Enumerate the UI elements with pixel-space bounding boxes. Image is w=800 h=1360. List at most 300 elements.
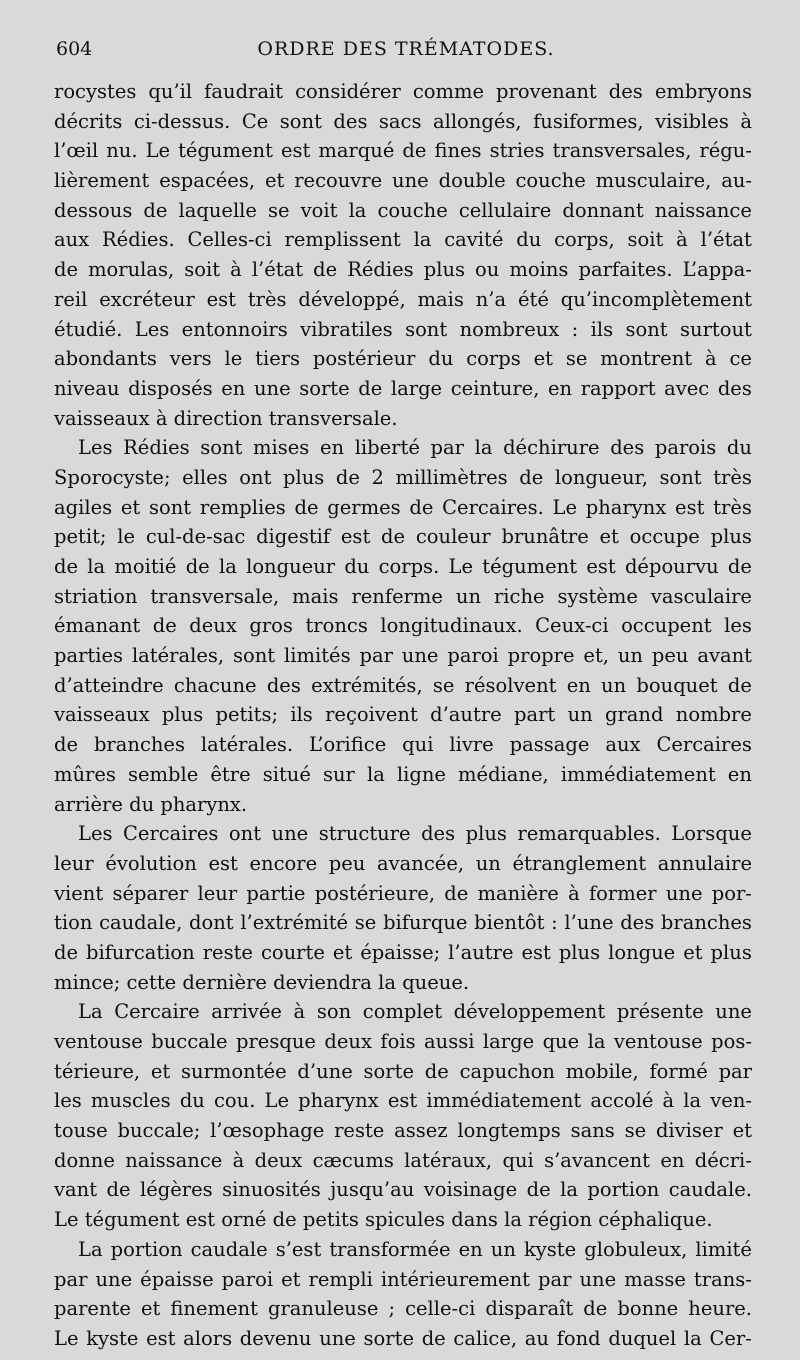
word: masse (624, 1267, 686, 1291)
word: sacs (378, 109, 422, 133)
word: la (474, 436, 493, 460)
word: la (560, 1178, 578, 1202)
text-line (54, 1027, 752, 1057)
word: tion (54, 911, 93, 935)
word: globuleux, (584, 1237, 688, 1261)
word: leur (54, 851, 94, 875)
word: par (54, 1267, 88, 1291)
word: laquelle (178, 198, 257, 222)
word: Cercaires (122, 822, 219, 846)
word: en (727, 762, 752, 786)
text-line (54, 374, 752, 404)
word: tiers (255, 347, 301, 371)
word: transversale, (150, 584, 280, 608)
word: : (551, 911, 558, 935)
word: Cercaire (114, 1000, 200, 1024)
word: situé (262, 762, 311, 786)
word: parfaites. (578, 258, 673, 282)
running-head (56, 38, 756, 68)
word: être (210, 762, 251, 786)
word: petits; (215, 703, 279, 727)
word: striation (54, 584, 138, 608)
word: Le (264, 1089, 290, 1113)
word: recouvre (294, 169, 383, 193)
word: à (293, 1000, 306, 1024)
word: qui (402, 733, 434, 757)
word: des (608, 80, 643, 103)
word: celle-ci (405, 1297, 476, 1321)
word: presque (235, 1030, 316, 1053)
word: la (87, 555, 106, 578)
word: en (548, 376, 573, 400)
word: morulas, (88, 258, 175, 282)
word: partie (246, 881, 306, 905)
running-title: ORDRE DES TRÉMATODES. (257, 38, 555, 60)
word: paroi (447, 644, 499, 668)
word: très (713, 465, 752, 489)
text-line (54, 1265, 752, 1295)
word: se (624, 1119, 647, 1143)
word: moins (509, 258, 569, 282)
text-line (54, 196, 752, 226)
word: sont (232, 644, 276, 668)
word: de (313, 258, 338, 282)
word: mais (417, 287, 464, 311)
word: extrémités, (311, 673, 423, 697)
word: et (599, 525, 619, 549)
word: ce (729, 347, 752, 371)
text-line (54, 760, 752, 790)
word: à (740, 109, 752, 133)
word: Les (78, 436, 113, 460)
word: des (610, 436, 645, 460)
text-line (54, 552, 752, 582)
word: un (475, 851, 501, 875)
word: fines (434, 139, 482, 163)
word: deux (254, 1148, 303, 1172)
word: intérieurement (380, 1267, 530, 1291)
word: remarquables. (517, 822, 661, 846)
word: par (538, 1267, 572, 1291)
text-line (54, 1057, 752, 1087)
word: longtemps (457, 1119, 561, 1143)
word: surmontée (181, 1059, 287, 1083)
word: soit (627, 228, 664, 252)
word: plus (282, 465, 325, 489)
word: assez (394, 1119, 448, 1143)
word: une (715, 1000, 752, 1024)
word: provenant (496, 80, 597, 103)
word: de (402, 139, 427, 163)
text-line (54, 166, 752, 196)
word: Le (448, 555, 473, 578)
word: est (146, 1326, 176, 1350)
word: est (675, 495, 705, 519)
word: nombre (675, 703, 752, 727)
word: les (54, 1089, 82, 1113)
word: à (232, 1148, 245, 1172)
word: reçoivent (325, 703, 418, 727)
word: cellulaire (458, 198, 552, 222)
word: de (727, 555, 752, 578)
word: la (587, 1030, 606, 1053)
text-line (54, 77, 752, 107)
word: très (247, 287, 287, 311)
word: aux (54, 228, 90, 252)
word: niveau (54, 376, 120, 400)
word: donne (54, 1148, 115, 1172)
word: la (218, 555, 237, 578)
word: plus (558, 940, 601, 964)
word: disposés (128, 376, 213, 400)
word: vasculaire (650, 584, 752, 608)
word: trans- (693, 1267, 752, 1291)
word: sont (405, 317, 448, 341)
word: sont (625, 317, 668, 341)
word: étudié. (54, 317, 123, 341)
word: por- (711, 881, 752, 905)
word: présente (616, 1000, 704, 1024)
word: du (428, 347, 454, 371)
word: paroi (221, 1267, 274, 1291)
word: un (490, 1237, 516, 1261)
word: qu’il (148, 80, 193, 103)
word: est (340, 525, 371, 549)
word: par (359, 644, 393, 668)
word: la (413, 228, 432, 252)
word: sur (322, 762, 355, 786)
word: L’appa- (682, 258, 752, 282)
word: Les (134, 317, 170, 341)
word: germes (327, 495, 401, 519)
word: régu- (699, 139, 752, 163)
word: une (401, 644, 439, 668)
word: ceinture, (450, 376, 540, 400)
word: mobile, (565, 1059, 639, 1083)
word: tégument (178, 139, 273, 163)
word: vibratiles (300, 317, 393, 341)
text-line (54, 582, 752, 612)
word: à (662, 1089, 675, 1113)
word: faudrait (204, 80, 284, 103)
word: se (268, 198, 290, 222)
word: de (335, 465, 360, 489)
word: par (718, 1059, 752, 1083)
word: ils (590, 317, 614, 341)
word: du (344, 555, 370, 578)
word: le (224, 347, 243, 371)
word: se (432, 673, 455, 697)
word: couche (377, 198, 448, 222)
word: surtout (680, 317, 752, 341)
word: peu (328, 851, 366, 875)
text-line (54, 136, 752, 166)
word: dépourvu (624, 555, 719, 578)
word: limités (284, 644, 351, 668)
word: vient (54, 881, 104, 905)
word: Sporocyste; (54, 465, 171, 489)
word: d’autre (430, 703, 502, 727)
word: Ce (241, 109, 269, 133)
word: part (514, 703, 556, 727)
word: son (316, 1000, 352, 1024)
word: passage (509, 733, 590, 757)
word: d’une (297, 1059, 353, 1083)
word: du (726, 436, 752, 460)
word: d’atteindre (54, 673, 164, 697)
word: excréteur (99, 287, 195, 311)
word: pharynx (298, 1089, 379, 1113)
word: est (586, 555, 616, 578)
word: semble (128, 762, 199, 786)
word: n’a (475, 287, 507, 311)
word: heure. (688, 1297, 752, 1321)
word: bouquet (636, 673, 718, 697)
word: s’est (275, 1237, 322, 1261)
word: et (332, 940, 353, 964)
word: sont (279, 109, 322, 133)
word: large (390, 376, 443, 400)
word: allongés, (432, 109, 522, 133)
word: limité (695, 1237, 752, 1261)
word: et (120, 495, 141, 519)
word: de (526, 1178, 551, 1202)
word: donnant (562, 198, 644, 222)
text-line (54, 1086, 752, 1116)
text-line (54, 819, 752, 849)
word: décri- (694, 1148, 752, 1172)
page-number: 604 (56, 38, 93, 60)
word: se (565, 347, 588, 371)
text-line: mince; cette dernière deviendra la queue. (54, 970, 470, 994)
word: Les (78, 822, 113, 846)
word: les (724, 614, 752, 638)
word: de (185, 555, 210, 578)
word: séparer (112, 881, 189, 905)
word: remplissent (284, 228, 401, 252)
word: l’état (251, 258, 304, 282)
word: s’avancent (544, 1148, 650, 1172)
word: capuchon (459, 1059, 555, 1083)
word: système (557, 584, 638, 608)
word: et, (583, 644, 609, 668)
word: un (567, 703, 593, 727)
word: pos- (711, 1030, 752, 1053)
word: grand (605, 703, 664, 727)
text-line (54, 879, 752, 909)
word: de (381, 525, 406, 549)
text-line (54, 1175, 752, 1205)
word: que (542, 1030, 580, 1053)
word: voit (300, 198, 338, 222)
word: légères (139, 1178, 213, 1202)
word: sorte (299, 376, 350, 400)
word: peu (651, 644, 689, 668)
word: une (665, 881, 703, 905)
word: plus (161, 703, 204, 727)
word: rempli (308, 1267, 373, 1291)
word: cou. (213, 1089, 256, 1113)
word: naissance (654, 198, 752, 222)
word: rapport (580, 376, 656, 400)
word: marqué (318, 139, 395, 163)
text-line (54, 107, 752, 137)
word: duquel (608, 1326, 677, 1350)
word: double (438, 169, 506, 193)
text-line (54, 671, 752, 701)
text-line (54, 1294, 752, 1324)
word: manière (477, 881, 559, 905)
word: reil (54, 287, 88, 311)
word: de (424, 1059, 449, 1083)
word: ont (228, 822, 262, 846)
word: alors (183, 1326, 233, 1350)
word: immédiatement (426, 1089, 582, 1113)
word: de (54, 555, 79, 578)
word: été (517, 287, 549, 311)
word: naissance (125, 1148, 223, 1172)
word: au (524, 1326, 549, 1350)
word: épaisse; (360, 940, 441, 964)
word: se (354, 911, 377, 935)
word: de (519, 465, 544, 489)
word: musculaire, (595, 169, 712, 193)
word: cavité (444, 228, 504, 252)
word: bonne (617, 1297, 679, 1321)
word: jusqu’au (330, 1178, 415, 1202)
word: est (206, 287, 236, 311)
word: de (152, 614, 177, 638)
word: de (727, 673, 752, 697)
word: liberté (354, 436, 420, 460)
word: par (430, 436, 464, 460)
word: petit; (54, 525, 107, 549)
word: ventouse (54, 1030, 143, 1053)
word: de (421, 1326, 446, 1350)
word: de (444, 881, 469, 905)
word: couche (515, 169, 586, 193)
word: Rédies (123, 436, 190, 460)
word: ils (290, 703, 313, 727)
word: espacées, (159, 169, 256, 193)
word: troncs (305, 614, 368, 638)
word: l’autre (448, 940, 514, 964)
word: Ceux-ci (535, 614, 609, 638)
text-line (54, 938, 752, 968)
word: Le (145, 139, 171, 163)
text-line (54, 522, 752, 552)
word: à (704, 347, 717, 371)
word: annulaire (657, 851, 752, 875)
word: étranglement (512, 851, 647, 875)
word: complet (362, 1000, 443, 1024)
word: des (620, 911, 655, 935)
word: Cer- (709, 1326, 752, 1350)
word: caudale, (99, 911, 183, 935)
word: 2 (371, 465, 384, 489)
word: sont (659, 465, 702, 489)
word: riche (493, 584, 545, 608)
word: tégument (482, 555, 578, 578)
word: en (566, 673, 591, 697)
word: sorte (363, 1326, 414, 1350)
word: Rédies (347, 258, 414, 282)
word: cæcums (312, 1148, 394, 1172)
text-line (54, 1146, 752, 1176)
word: kyste (523, 1237, 577, 1261)
word: latérales. (200, 733, 294, 757)
word: transversales, (552, 139, 692, 163)
word: montrent (600, 347, 693, 371)
word: longitudinaux. (380, 614, 523, 638)
word: latéraux, (404, 1148, 493, 1172)
word: ven- (710, 1089, 752, 1113)
word: Cercaires (656, 733, 752, 757)
word: ou (475, 258, 500, 282)
text-line: arrière du pharynx. (54, 792, 248, 816)
word: ci-dessus. (133, 109, 231, 133)
word: longue (608, 940, 676, 964)
word: le (117, 525, 136, 549)
text-line (54, 997, 752, 1027)
word: la (683, 1089, 702, 1113)
text-line (54, 1324, 752, 1354)
word: devenu (239, 1326, 312, 1350)
word: structure (318, 822, 411, 846)
word: émanant (54, 614, 141, 638)
word: pharynx (585, 495, 667, 519)
text-line (54, 433, 752, 463)
word: à (230, 258, 242, 282)
word: du (516, 228, 542, 252)
word: et (683, 940, 703, 964)
word: sinuosités (222, 1178, 321, 1202)
word: occupe (629, 525, 700, 549)
word: plus (710, 525, 752, 549)
word: dont (188, 911, 234, 935)
word: ; (388, 1297, 396, 1321)
word: aux (605, 733, 641, 757)
word: latérales, (131, 644, 225, 668)
word: l’œil (54, 139, 99, 163)
word: touse (54, 1119, 108, 1143)
word: plus (710, 940, 752, 964)
word: de (54, 258, 79, 282)
word: leur (197, 881, 238, 905)
word: mises (253, 436, 310, 460)
word: postérieur (312, 347, 416, 371)
word: elles (182, 465, 228, 489)
word: nu. (106, 139, 138, 163)
word: en (660, 1148, 685, 1172)
word: La (78, 1000, 103, 1024)
word: fois (380, 1030, 416, 1053)
word: Cercaires. (442, 495, 544, 519)
text-line (54, 285, 752, 315)
word: rocystes (54, 80, 137, 103)
word: longueur (246, 555, 336, 578)
text-line (54, 1235, 752, 1265)
word: diviser (655, 1119, 723, 1143)
word: agiles (54, 495, 113, 519)
word: la (366, 762, 385, 786)
text-line: vaisseaux à direction transversale. (54, 406, 398, 430)
word: une (319, 1326, 356, 1350)
word: de (54, 940, 79, 964)
text-line (54, 849, 752, 879)
word: une (95, 1267, 133, 1291)
word: l’extrémité (240, 911, 349, 935)
